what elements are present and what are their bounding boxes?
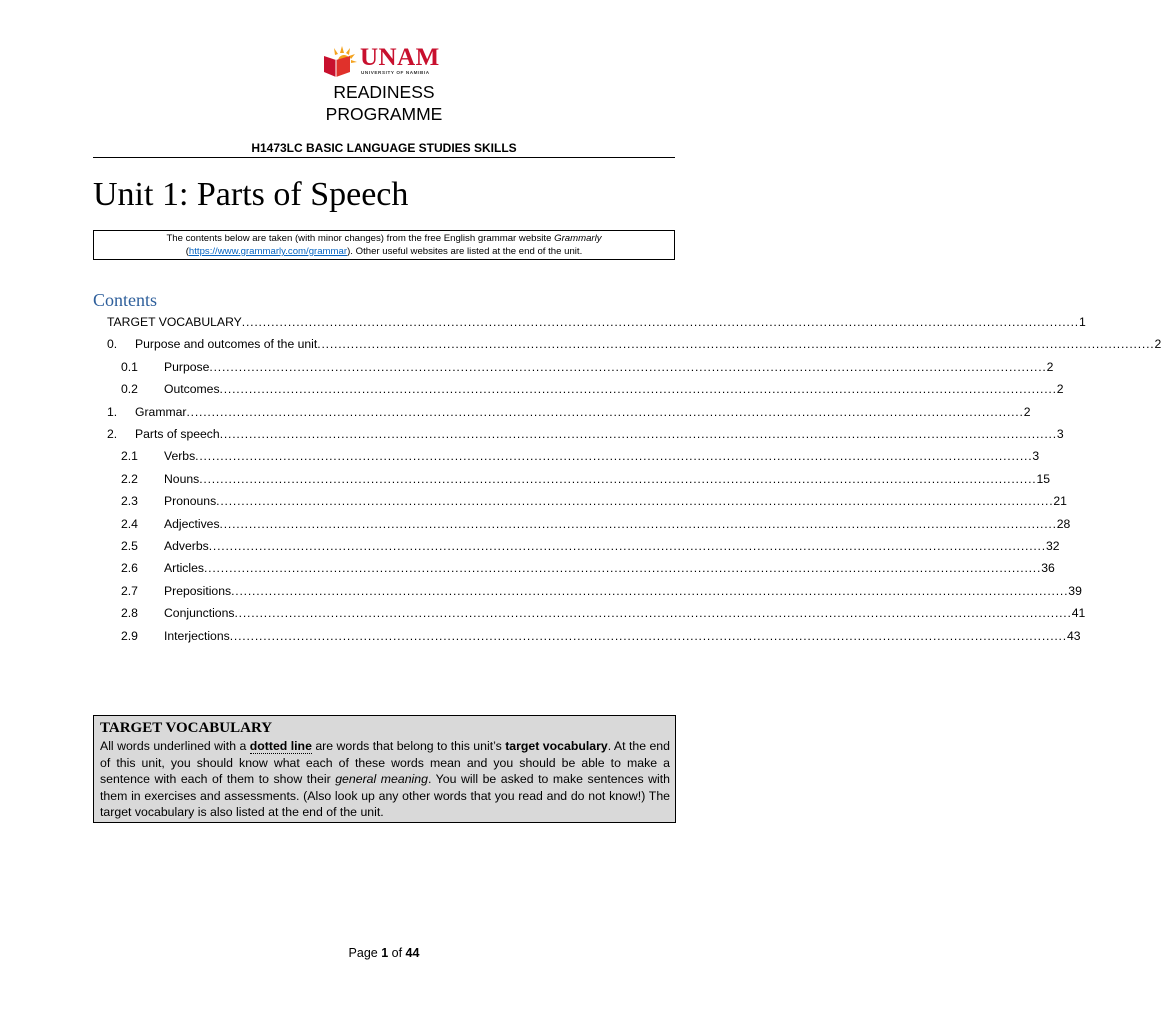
toc-entry-page: 28 [1056,516,1071,531]
programme-line-1: READINESS [333,82,435,102]
vocab-text: . At the end of this unit, you should know what each of these words mean and you should be able to make a sentence with each of them to show their [100,739,670,786]
toc-entry-label: Interjections [164,628,230,643]
toc-entry-label: Parts of speech [135,427,220,441]
footer-page-label: Page [348,946,382,960]
toc-dot-leader: ........................................................................................................................................................................................................ [209,359,1047,374]
toc-entry-label: Grammar [135,404,187,419]
toc-entry[interactable] [0,403,1031,421]
footer-of-label: of [388,946,406,960]
toc-entry-number: 0. [107,337,118,352]
toc-entry-number: 2.7 [121,583,138,598]
unit-title: Unit 1: Parts of Speech [93,176,409,213]
footer-current-page: 1 [381,946,389,960]
toc-dot-leader: ........................................................................................................................................................................................................ [203,561,1042,576]
toc-dot-leader: ........................................................................................................................................................................................................ [199,471,1037,486]
toc-entry[interactable] [0,627,1081,645]
toc-entry[interactable] [0,425,1064,443]
toc-dot-leader: ........................................................................................................................................................................................................ [241,315,1079,329]
toc-entry-number: 2. [107,427,118,441]
toc-dot-leader: ........................................................................................................................................................................................................ [195,449,1033,464]
toc-entry-page: 2 [1056,382,1064,397]
vocab-text: All words underlined with a [100,739,250,753]
toc-entry-page: 36 [1041,561,1055,576]
toc-entry-number: 2.4 [121,516,138,531]
toc-entry-number: 0.1 [121,359,138,374]
toc-dot-leader: ........................................................................................................................................................................................................ [219,516,1057,531]
unam-logo [322,44,446,78]
toc-entry-page: 1 [1079,315,1086,329]
contents-heading: Contents [93,290,158,310]
toc-entry[interactable] [0,313,1086,331]
toc-entry[interactable] [0,559,1055,577]
grammarly-link[interactable]: https://www.grammarly.com/grammar [188,246,348,257]
toc-entry-label: Nouns [164,471,200,486]
toc-entry-page: 15 [1036,471,1051,486]
toc-entry-page: 43 [1066,628,1081,643]
toc-entry-label: Prepositions [164,583,232,598]
vocab-target-term: target vocabulary [505,739,608,753]
toc-dot-leader: ........................................................................................................................................................................................................ [216,494,1054,509]
toc-entry-page: 3 [1032,449,1040,464]
programme-title [0,81,768,125]
toc-entry-page: 2 [1023,404,1031,419]
toc-entry[interactable] [0,492,1067,510]
toc-entry[interactable] [0,358,1054,376]
note-text-before: The contents below are taken (with minor changes) from the free English grammar website [166,233,555,244]
toc-entry-label: Purpose and outcomes of the unit [135,337,318,352]
course-title: H1473LC BASIC LANGUAGE STUDIES SKILLS [251,141,517,155]
vocab-dotted-line-term: dotted line [249,739,312,753]
toc-entry-number: 1. [107,404,118,419]
toc-entry-page: 2 [1046,359,1054,374]
toc-entry-label: Conjunctions [164,606,235,621]
unam-sunburst-book-icon [322,44,358,78]
toc-entry-page: 3 [1056,427,1064,441]
toc-entry-page: 32 [1045,539,1060,553]
toc-entry-label: Adjectives [164,516,220,531]
vocab-general-meaning: general meaning [335,772,428,786]
toc-entry-number: 2.5 [121,539,138,553]
vocab-text: are words that belong to this unit’s [311,739,506,753]
logo-wordmark: UNAM [360,44,440,71]
table-of-contents [0,313,1161,653]
vocab-text: . You will be asked to make sentences with them in exercises and assessments. (Also look up any other words that you read and do not know!) The target vocabulary is also listed at the end of the unit. [100,772,671,819]
toc-entry-number: 2.9 [121,628,138,643]
source-note: The contents below are taken (with minor changes) from the free English grammar website Grammarly (https://www.grammarly.com/grammar). Other useful websites are listed at the end of the unit. [93,230,675,260]
vocab-body [100,738,670,821]
toc-dot-leader: ........................................................................................................................................................................................................ [219,382,1057,397]
toc-entry-label: Purpose [164,359,210,374]
toc-dot-leader: ........................................................................................................................................................................................................ [229,628,1067,643]
toc-entry-page: 21 [1053,494,1067,509]
programme-line-2: PROGRAMME [325,104,443,124]
note-text-after: ). Other useful websites are listed at the end of the unit. [347,246,583,257]
toc-entry-label: Outcomes [164,382,220,397]
toc-entry-page: 2 [1154,337,1161,352]
page-footer [0,946,768,960]
toc-entry-label: TARGET VOCABULARY [107,315,242,329]
toc-entry[interactable] [0,447,1040,465]
toc-entry-label: Articles [164,561,204,576]
toc-entry[interactable] [0,515,1071,533]
note-source-name: Grammarly [554,233,602,244]
logo-subtitle: UNIVERSITY OF NAMIBIA [361,70,430,75]
toc-entry[interactable] [0,380,1064,398]
toc-entry-label: Pronouns [164,494,217,509]
vocab-heading: TARGET VOCABULARY [100,720,273,736]
toc-dot-leader: ........................................................................................................................................................................................................ [186,404,1024,419]
toc-dot-leader: ........................................................................................................................................................................................................ [208,539,1046,553]
toc-entry-number: 2.6 [121,561,138,576]
toc-entry-page: 41 [1071,606,1086,621]
toc-entry-number: 2.2 [121,471,138,486]
toc-entry-number: 0.2 [121,382,138,397]
toc-entry-page: 39 [1068,583,1082,598]
toc-entry[interactable] [0,582,1082,600]
toc-dot-leader: ........................................................................................................................................................................................................ [219,427,1057,441]
toc-entry[interactable] [0,335,1161,353]
toc-entry[interactable] [0,537,1060,555]
toc-entry-number: 2.8 [121,606,138,621]
toc-entry-number: 2.1 [121,449,138,464]
toc-entry-label: Adverbs [164,539,209,553]
toc-entry-label: Verbs [164,449,196,464]
header-divider [93,157,675,158]
toc-entry[interactable] [0,604,1086,622]
toc-entry[interactable] [0,470,1051,488]
target-vocabulary-box [93,715,676,823]
toc-dot-leader: ........................................................................................................................................................................................................ [231,583,1069,598]
toc-entry-number: 2.3 [121,494,138,509]
toc-dot-leader: ........................................................................................................................................................................................................ [317,337,1155,352]
toc-dot-leader: ........................................................................................................................................................................................................ [234,606,1072,621]
footer-total-pages: 44 [405,946,420,960]
